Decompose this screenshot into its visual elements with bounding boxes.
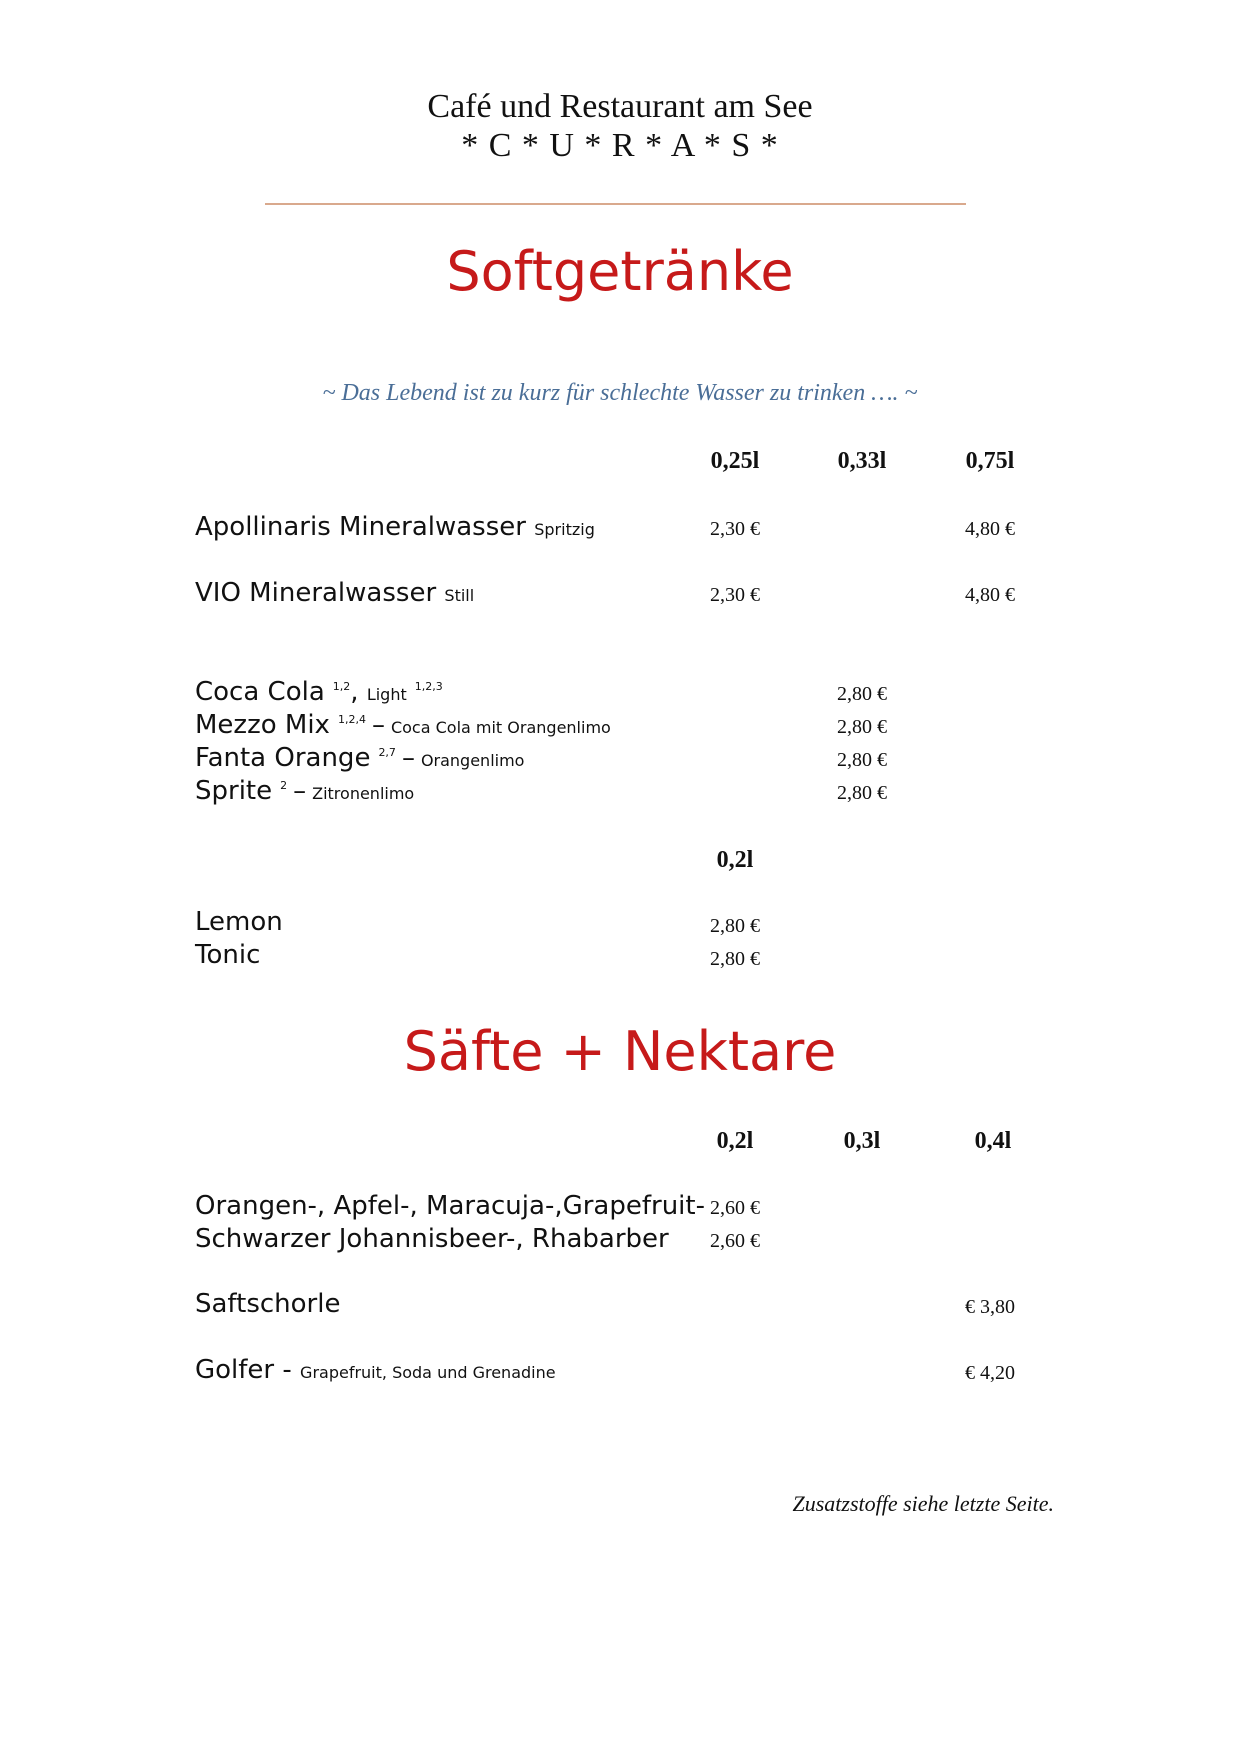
price-juices-1-02: 2,60 €: [710, 1197, 760, 1219]
section-title-juices: Säfte + Nektare: [403, 1020, 837, 1083]
item-separator: –: [401, 743, 415, 773]
item-name: Sprite: [195, 776, 273, 806]
price-sprite-033: 2,80 €: [837, 782, 887, 804]
menu-item-golfer: [195, 1355, 556, 1385]
item-separator: -: [282, 1355, 292, 1385]
item-name: Fanta Orange: [195, 743, 371, 773]
column-header-04: 0,4l: [974, 1128, 1012, 1154]
restaurant-name: * C * U * R * A * S *: [461, 127, 779, 164]
footnote-additives: Zusatzstoffe siehe letzte Seite.: [792, 1491, 1054, 1516]
item-note: Orangenlimo: [420, 751, 525, 770]
item-note: Coca Cola mit Orangenlimo: [390, 718, 611, 737]
price-fanta-orange-033: 2,80 €: [837, 749, 887, 771]
item-separator: –: [371, 710, 385, 740]
item-name: Apollinaris Mineralwasser: [195, 512, 526, 542]
item-name: Golfer: [195, 1355, 275, 1385]
column-header-025: 0,25l: [710, 448, 760, 474]
additives-marker: 1,2: [332, 680, 351, 693]
price-golfer-04: € 4,20: [965, 1362, 1015, 1384]
item-separator: –: [293, 776, 307, 806]
item-name: Mezzo Mix: [195, 710, 330, 740]
column-header-02: 0,2l: [716, 847, 754, 873]
additives-marker: 1,2,4: [337, 713, 366, 726]
restaurant-title: Café und Restaurant am See: [427, 88, 813, 125]
section-title-softdrinks: Softgetränke: [446, 240, 794, 303]
item-note: Grapefruit, Soda und Grenadine: [300, 1363, 556, 1382]
menu-item-mezzo-mix: [195, 710, 611, 740]
column-header-075: 0,75l: [965, 448, 1015, 474]
item-note: Spritzig: [534, 520, 595, 539]
menu-item-sprite: [195, 776, 414, 806]
additives-marker: 2: [280, 779, 288, 792]
menu-item-vio: [195, 578, 474, 608]
price-saftschorle-04: € 3,80: [965, 1296, 1015, 1318]
price-mezzo-mix-033: 2,80 €: [837, 716, 887, 738]
menu-item-apollinaris: [195, 512, 595, 542]
tagline: ~ Das Lebend ist zu kurz für schlechte Wasser zu trinken …. ~: [322, 380, 918, 406]
header-divider: [265, 203, 966, 205]
item-note: Still: [444, 586, 475, 605]
price-lemon-02: 2,80 €: [710, 915, 760, 937]
menu-item-juices-1: Orangen-, Apfel-, Maracuja-,Grapefruit-: [195, 1191, 705, 1221]
item-note: Zitronenlimo: [312, 784, 415, 803]
price-vio-075: 4,80 €: [965, 584, 1015, 606]
price-apollinaris-025: 2,30 €: [710, 518, 760, 540]
item-name: VIO Mineralwasser: [195, 578, 437, 608]
price-coca-cola-033: 2,80 €: [837, 683, 887, 705]
price-juices-2-02: 2,60 €: [710, 1230, 760, 1252]
menu-item-saftschorle: Saftschorle: [195, 1289, 341, 1319]
menu-item-tonic: Tonic: [195, 940, 261, 970]
item-separator: ,: [350, 677, 359, 707]
item-note: Light: [366, 685, 407, 704]
column-header-03: 0,3l: [843, 1128, 881, 1154]
item-name: Coca Cola: [195, 677, 325, 707]
price-apollinaris-075: 4,80 €: [965, 518, 1015, 540]
column-header-02: 0,2l: [716, 1128, 754, 1154]
additives-marker: 2,7: [378, 746, 396, 759]
menu-item-coca-cola: [195, 677, 443, 707]
additives-marker: 1,2,3: [414, 680, 443, 693]
menu-item-juices-2: Schwarzer Johannisbeer-, Rhabarber: [195, 1224, 669, 1254]
menu-item-lemon: Lemon: [195, 907, 283, 937]
column-header-033: 0,33l: [837, 448, 887, 474]
menu-item-fanta-orange: [195, 743, 524, 773]
price-vio-025: 2,30 €: [710, 584, 760, 606]
price-tonic-02: 2,80 €: [710, 948, 760, 970]
